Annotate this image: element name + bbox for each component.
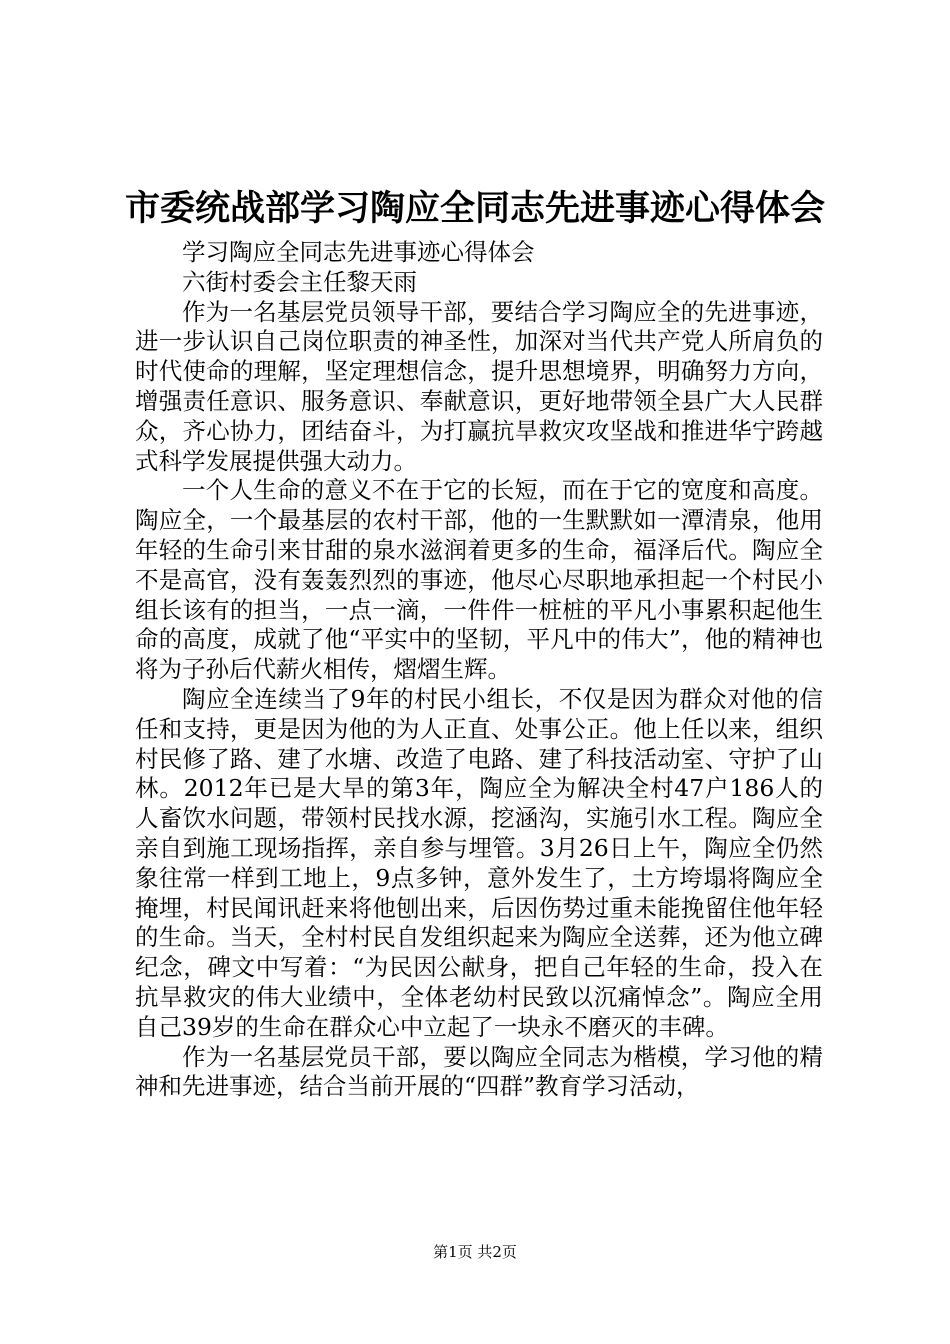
page-number: 第1页 共2页 <box>433 1243 517 1261</box>
paragraph-2: 一个人生命的意义不在于它的长短，而在于它的宽度和高度。陶应全，一个最基层的农村干部，他的一生默默如一潭清泉，他用年轻的生命引来甘甜的泉水滋润着更多的生命，福泽后代。陶应全不是高官，没有轰轰烈烈的事迹，他尽心尽职地承担起一个村民小组长该有的担当，一点一滴，一件件一桩桩的平凡小事累积起他生命的高度，成就了他“平实中的坚韧，平凡中的伟大”，他的精神也将为子孙后代薪火相传，熠熠生辉。 <box>135 476 823 684</box>
page-footer <box>0 1242 950 1262</box>
document-author: 六街村委会主任黎天雨 <box>182 267 417 296</box>
paragraph-3: 陶应全连续当了9年的村民小组长，不仅是因为群众对他的信任和支持，更是因为他的为人正直、处事公正。他上任以来，组织村民修了路、建了水塘、改造了电路、建了科技活动室、守护了山林。2012年已是大旱的第3年，陶应全为解决全村47户186人的人畜饮水问题，带领村民找水源，挖涵沟，实施引水工程。陶应全亲自到施工现场指挥，亲自参与埋管。3月26日上午，陶应全仍然象往常一样到工地上，9点多钟，意外发生了，土方垮塌将陶应全掩埋，村民闻讯赶来将他刨出来，后因伤势过重未能挽留住他年轻的生命。当天，全村村民自发组织起来为陶应全送葬，还为他立碑纪念，碑文中写着：“为民因公献身，把自己年轻的生命，投入在抗旱救灾的伟大业绩中，全体老幼村民致以沉痛悼念”。陶应全用自己39岁的生命在群众心中立起了一块永不磨灭的丰碑。 <box>135 684 823 1041</box>
document-subtitle: 学习陶应全同志先进事迹心得体会 <box>182 238 535 266</box>
document-title: 市委统战部学习陶应全同志先进事迹心得体会 <box>124 188 825 229</box>
document-body <box>135 238 823 1102</box>
paragraph-4: 作为一名基层党员干部，要以陶应全同志为楷模，学习他的精神和先进事迹，结合当前开展的“四群”教育学习活动， <box>135 1042 823 1101</box>
paragraph-1: 作为一名基层党员领导干部，要结合学习陶应全的先进事迹，进一步认识自己岗位职责的神圣性，加深对当代共产党人所肩负的时代使命的理解，坚定理想信念，提升思想境界，明确努力方向，增强责任意识、服务意识、奉献意识，更好地带领全县广大人民群众，齐心协力，团结奋斗，为打赢抗旱救灾攻坚战和推进华宁跨越式科学发展提供强大动力。 <box>135 297 823 475</box>
